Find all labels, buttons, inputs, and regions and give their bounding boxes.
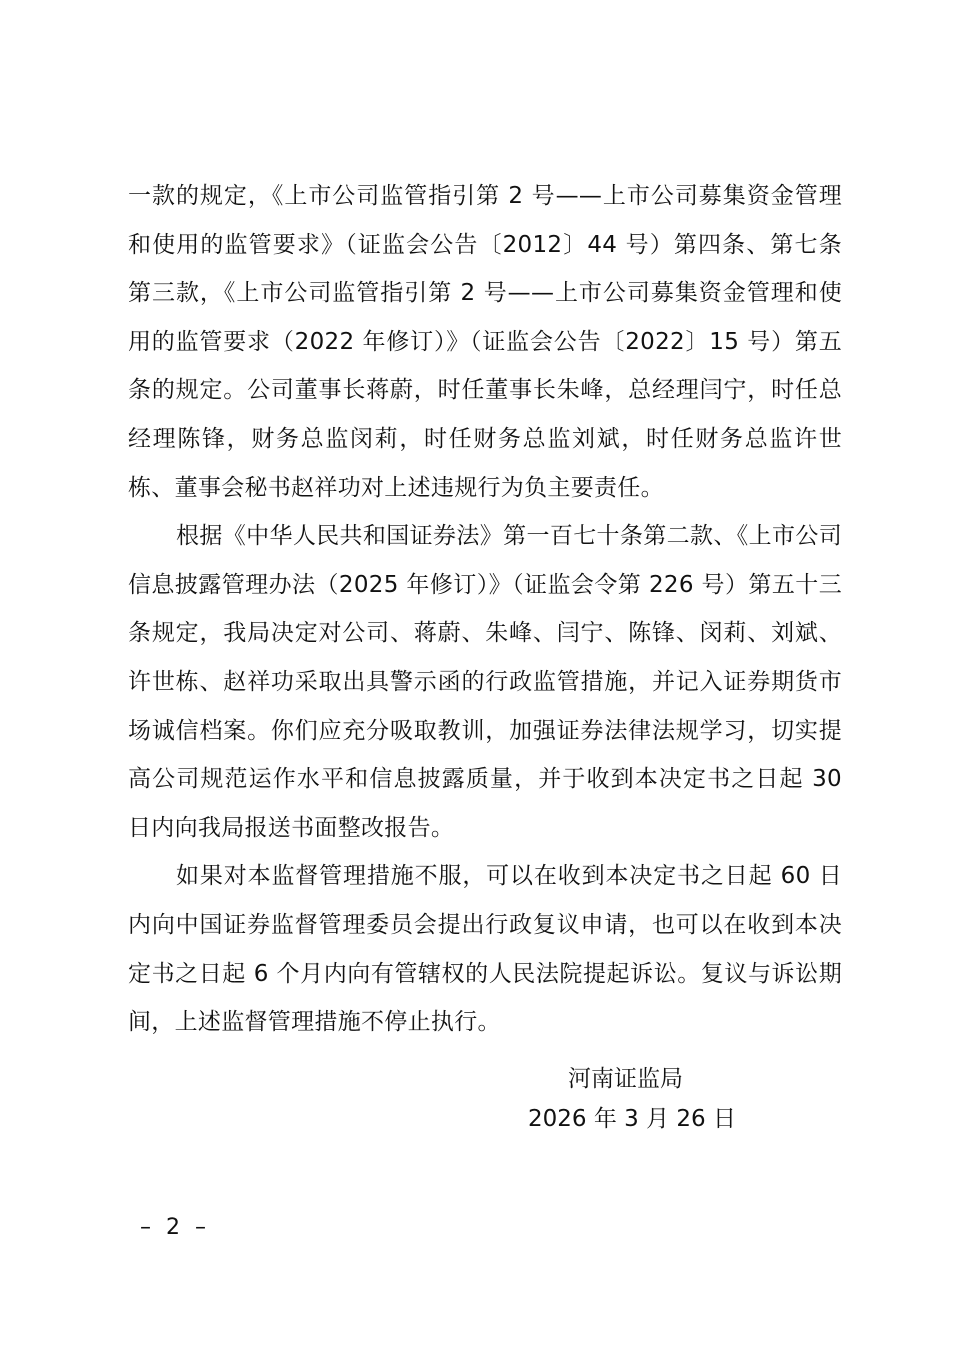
issuing-organization: 河南证监局 [568,1066,683,1092]
paragraph-legal-basis: 根据《中华人民共和国证券法》第一百七十条第二款、《上市公司信息披露管理办法（2025 年修订）》（证监会令第 226 号）第五十三条规定，我局决定对公司、蒋蔚、朱峰、闫宁、陈锋、闵莉、刘斌、许世栋、赵祥功采取出具警示函的行政监管措施，并记入证券期货市场诚信档案。你们应充分吸取教训，加强证券法律法规学习，切实提高公司规范运作水平和信息披露质量，并于收到本决定书之日起 30 日内向我局报送书面整改报告。 [128,523,842,841]
paragraph-appeal-notice: 如果对本监督管理措施不服，可以在收到本决定书之日起 60 日内向中国证券监督管理委员会提出行政复议申请，也可以在收到本决定书之日起 6 个月内向有管辖权的人民法院提起诉讼。复议与诉讼期间，上述监督管理措施不停止执行。 [128,863,842,1036]
issue-date: 2026 年 3 月 26 日 [528,1106,736,1132]
paragraph-continuation: 一款的规定，《上市公司监管指引第 2 号——上市公司募集资金管理和使用的监管要求》（证监会公告〔2012〕44 号）第四条、第七条第三款，《上市公司监管指引第 2 号——上市公司募集资金管理和使用的监管要求（2022 年修订）》（证监会公告〔2022〕15 号）第五条的规定。公司董事长蒋蔚，时任董事长朱峰，总经理闫宁，时任总经理陈锋，财务总监闵莉，时任财务总监刘斌，时任财务总监许世栋、董事会秘书赵祥功对上述违规行为负主要责任。 [128,183,842,501]
page-number: – 2 – [140,1215,210,1240]
document-body [128,172,842,1047]
